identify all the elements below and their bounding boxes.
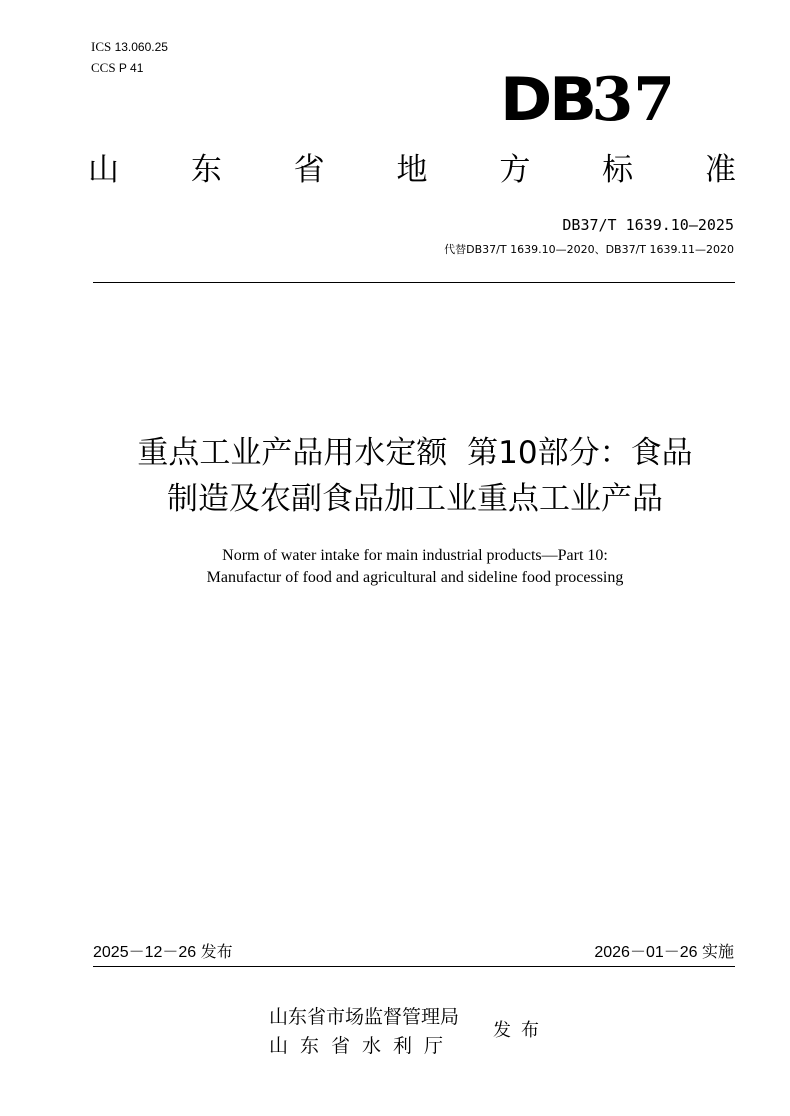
implementation-date: 2026－01－26 实施 <box>594 944 734 961</box>
standard-type-char: 方 <box>499 152 531 188</box>
chinese-title <box>60 430 770 522</box>
issued-label: 发布 <box>493 1020 549 1041</box>
logo-prefix: DB <box>500 65 595 135</box>
logo-number: 37 <box>591 65 676 135</box>
replaces-note: 代替DB37/T 1639.10—2020、DB37/T 1639.11—2020 <box>444 243 734 256</box>
ccs-value: P 41 <box>118 61 144 75</box>
publisher-1: 山东省市场监督管理局 <box>269 1006 460 1028</box>
standard-number: DB37/T 1639.10—2025 <box>562 216 734 234</box>
standard-type-char: 山 <box>88 152 119 188</box>
chinese-title-line-1: 重点工业产品用水定额 第10部分：食品 <box>137 435 693 471</box>
standard-type-title <box>88 150 736 190</box>
standard-type-char: 标 <box>602 152 634 188</box>
ccs-label: CCS <box>91 60 116 75</box>
top-divider <box>93 282 735 283</box>
bottom-divider <box>93 966 735 967</box>
chinese-title-line-2: 制造及农副食品加工业重点工业产品 <box>167 481 663 517</box>
english-title-line-1: Norm of water intake for main industrial products—Part 10: <box>222 547 608 564</box>
english-title <box>60 545 770 589</box>
standard-type-char: 准 <box>704 152 736 188</box>
ccs-code <box>91 60 143 76</box>
db37-logo <box>500 65 676 135</box>
publisher-2: 山东省水利厅 <box>269 1035 456 1057</box>
ics-code <box>91 39 168 55</box>
issue-date: 2025－12－26 发布 <box>93 944 233 961</box>
ics-label: ICS <box>91 39 112 54</box>
standard-type-char: 东 <box>190 152 222 188</box>
standard-type-char: 地 <box>396 152 428 188</box>
ics-value: 13.060.25 <box>114 40 168 54</box>
english-title-line-2: Manufactur of food and agricultural and sideline food processing <box>206 569 624 586</box>
standard-type-char: 省 <box>293 152 325 188</box>
publishers <box>269 1003 459 1061</box>
